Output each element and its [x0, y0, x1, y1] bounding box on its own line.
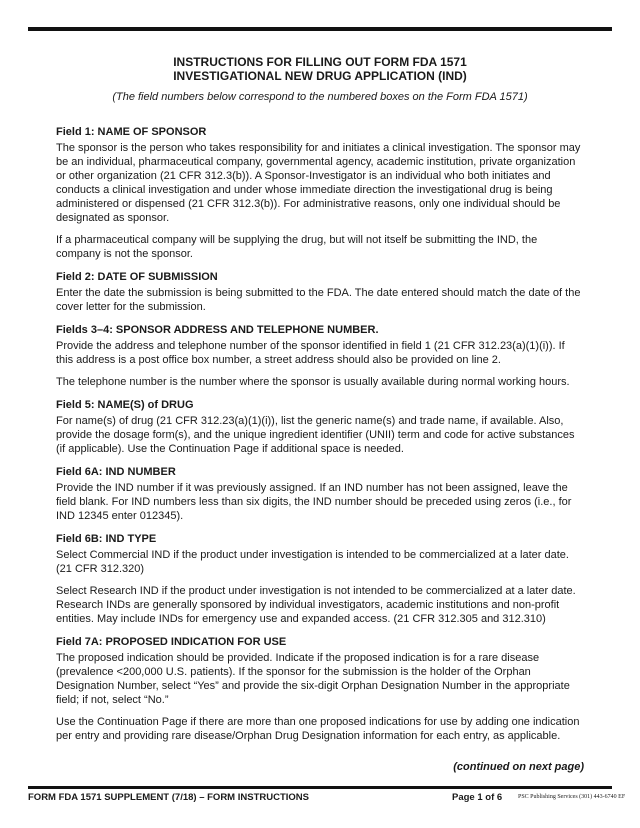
section-heading: Field 6A: IND NUMBER — [56, 466, 176, 478]
section-paragraph: Enter the date the submission is being submitted to the FDA. The date entered should match the date of the cover letter for the submission. — [56, 287, 581, 313]
section-paragraph: Use the Continuation Page if there are more than one proposed indications for use by adding one indication per entry and providing rare disease/Orphan Drug Designation information for each entry, as applicable. — [56, 716, 580, 742]
section-paragraph: Provide the IND number if it was previously assigned. If an IND number has not been assigned, leave the field blank. For IND numbers less than six digits, the IND number should be preceded using zeros (i.e., for IND 12345 enter 012345). — [56, 482, 572, 522]
document-title-line-1: INSTRUCTIONS FOR FILLING OUT FORM FDA 1571 — [173, 55, 467, 69]
section-paragraph: If a pharmaceutical company will be supplying the drug, but will not itself be submitting the IND, the company is not the sponsor. — [56, 234, 538, 260]
section-field-1 — [56, 126, 584, 261]
section-heading: Field 2: DATE OF SUBMISSION — [56, 271, 218, 283]
section-fields-3-4 — [56, 324, 584, 389]
section-heading: Field 7A: PROPOSED INDICATION FOR USE — [56, 636, 287, 648]
section-heading: Field 6B: IND TYPE — [56, 533, 157, 545]
form-identifier: FORM FDA 1571 SUPPLEMENT (7/18) – FORM INSTRUCTIONS — [28, 792, 309, 803]
section-field-6a — [56, 466, 584, 523]
section-paragraph: For name(s) of drug (21 CFR 312.23(a)(1)(i)), list the generic name(s) and trade name, if available. Also, provide the dosage form(s), and the unique ingredient identifier (UNII) term and code for active substances (if applicable). Use the Continuation Page if additional space is needed. — [56, 415, 575, 455]
section-paragraph: The proposed indication should be provided. Indicate if the proposed indication is for a rare disease (prevalence <200,000 U.S. patients). If the sponsor for the submission is the holder of the Orphan Designation Number, select “Yes” and provide the six-digit Orphan Designation Number in the appropriate field; if not, select “No.” — [56, 652, 570, 706]
section-heading: Field 1: NAME OF SPONSOR — [56, 126, 207, 138]
continued-note: (continued on next page) — [453, 761, 584, 773]
page-number: Page 1 of 6 — [452, 792, 503, 803]
section-paragraph: Select Research IND if the product under investigation is not intended to be commercialized at a later date. Research INDs are generally sponsored by individual investigators, academic institutions and non-profit entities. May include INDs for emergency use and expanded access. (21 CFR 312.305 and 312.310) — [56, 585, 576, 625]
section-field-2 — [56, 271, 584, 314]
section-paragraph: Provide the address and telephone number of the sponsor identified in field 1 (21 CFR 312.23(a)(1)(i)). If this address is a post office box number, a street address should also be provided on line 2. — [56, 340, 565, 366]
bottom-rule — [28, 786, 612, 789]
section-heading: Fields 3–4: SPONSOR ADDRESS AND TELEPHONE NUMBER. — [56, 324, 379, 336]
document-subtitle: (The field numbers below correspond to the numbered boxes on the Form FDA 1571) — [112, 91, 528, 103]
publisher-note: PSC Publishing Services (301) 443-6740 EF — [518, 794, 626, 800]
document-title-line-2: INVESTIGATIONAL NEW DRUG APPLICATION (IND) — [173, 69, 467, 83]
section-paragraph: The telephone number is the number where the sponsor is usually available during normal working hours. — [56, 376, 570, 388]
section-heading: Field 5: NAME(S) of DRUG — [56, 399, 194, 411]
section-paragraph: The sponsor is the person who takes responsibility for and initiates a clinical investigation. The sponsor may be an individual, pharmaceutical company, governmental agency, academic institution, private organization or other organization (21 CFR 312.3(b)). A Sponsor-Investigator is an individual who both initiates and conducts a clinical investigation and under whose immediate direction the investigational drug is being administered or dispensed (21 CFR 312.3(b)). For administrative reasons, only one individual should be designated as sponsor. — [56, 142, 581, 224]
instructions-body — [56, 126, 584, 753]
section-field-5 — [56, 399, 584, 456]
section-field-6b — [56, 533, 584, 626]
document-header — [28, 55, 612, 104]
section-field-7a — [56, 636, 584, 743]
section-paragraph: Select Commercial IND if the product under investigation is intended to be commercialized at a later date. (21 CFR 312.320) — [56, 549, 569, 575]
document-footer — [28, 792, 626, 806]
top-rule — [28, 27, 612, 31]
